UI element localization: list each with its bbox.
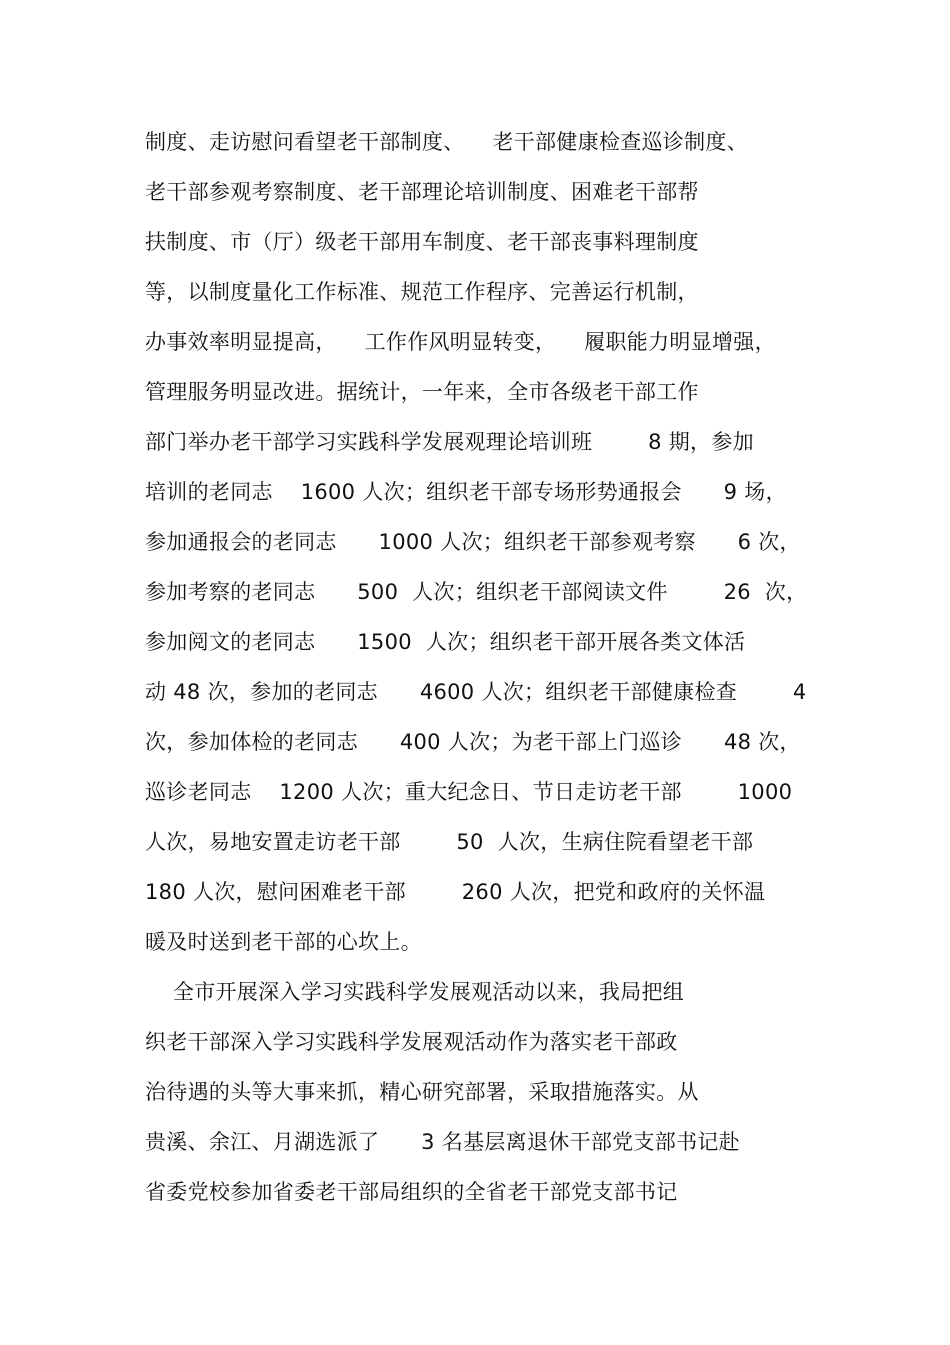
text-line: 参加考察的老同志 500 人次；组织老干部阅读文件 26 次， bbox=[145, 580, 808, 604]
text-line: 180 人次，慰问困难老干部 260 人次，把党和政府的关怀温 bbox=[145, 880, 766, 904]
text-line: 部门举办老干部学习实践科学发展观理论培训班 8 期，参加 bbox=[145, 430, 754, 454]
text-line: 扶制度、市（厅）级老干部用车制度、老干部丧事料理制度 bbox=[145, 230, 699, 254]
text-line: 省委党校参加省委老干部局组织的全省老干部党支部书记 bbox=[145, 1180, 678, 1204]
text-line: 贵溪、余江、月湖选派了 3 名基层离退休干部党支部书记赴 bbox=[145, 1130, 740, 1154]
text-line: 治待遇的头等大事来抓，精心研究部署，采取措施落实。从 bbox=[145, 1080, 699, 1104]
text-line: 织老干部深入学习实践科学发展观活动作为落实老干部政 bbox=[145, 1030, 678, 1054]
text-line: 巡诊老同志 1200 人次；重大纪念日、节日走访老干部 1000 bbox=[145, 780, 793, 804]
text-line: 办事效率明显提高， 工作作风明显转变， 履职能力明显增强， bbox=[145, 330, 776, 354]
text-line: 培训的老同志 1600 人次；组织老干部专场形势通报会 9 场， bbox=[145, 480, 787, 504]
text-line: 暖及时送到老干部的心坎上。 bbox=[145, 930, 422, 954]
text-line: 全市开展深入学习实践科学发展观活动以来，我局把组 bbox=[145, 980, 685, 1004]
text-line: 等，以制度量化工作标准、规范工作程序、完善运行机制， bbox=[145, 280, 699, 304]
text-line: 老干部参观考察制度、老干部理论培训制度、困难老干部帮 bbox=[145, 180, 699, 204]
text-line: 次，参加体检的老同志 400 人次；为老干部上门巡诊 48 次， bbox=[145, 730, 801, 754]
text-line: 制度、走访慰问看望老干部制度、 老干部健康检查巡诊制度、 bbox=[145, 130, 748, 154]
text-line: 管理服务明显改进。据统计，一年来，全市各级老干部工作 bbox=[145, 380, 699, 404]
text-line: 人次，易地安置走访老干部 50 人次，生病住院看望老干部 bbox=[145, 830, 754, 854]
text-line: 参加通报会的老同志 1000 人次；组织老干部参观考察 6 次， bbox=[145, 530, 801, 554]
text-line: 动 48 次，参加的老同志 4600 人次；组织老干部健康检查 4 bbox=[145, 680, 807, 704]
text-line: 参加阅文的老同志 1500 人次；组织老干部开展各类文体活 bbox=[145, 630, 746, 654]
